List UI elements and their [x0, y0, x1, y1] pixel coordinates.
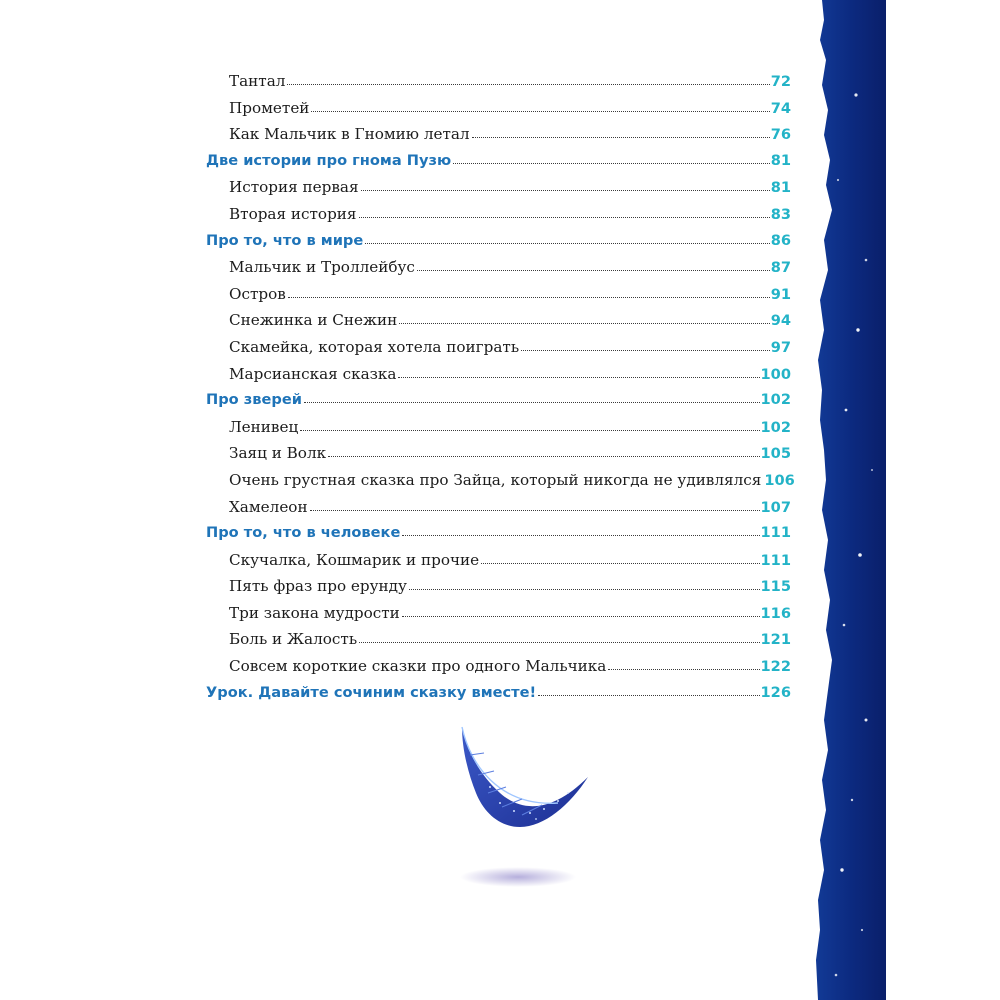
toc-title: Хамелеон: [229, 497, 308, 516]
page-number: 102: [760, 391, 791, 409]
dot-leader: [398, 376, 759, 378]
dot-leader: [399, 322, 769, 324]
dot-leader: [417, 269, 770, 271]
toc-title: Боль и Жалость: [229, 630, 358, 649]
dot-leader: [311, 110, 769, 112]
page-number: 83: [770, 205, 791, 223]
table-of-contents: [206, 72, 795, 710]
toc-title: Скамейка, которая хотела поиграть: [229, 337, 520, 356]
toc-title: Урок. Давайте сочиним сказку вместе!: [206, 683, 537, 701]
toc-title: Мальчик и Троллейбус: [229, 258, 415, 277]
toc-title: Марсианская сказка: [229, 364, 397, 383]
dot-leader: [521, 349, 770, 351]
toc-title: История первая: [229, 178, 359, 197]
toc-section[interactable]: [206, 152, 791, 179]
page-number: 107: [760, 498, 791, 516]
toc-entry[interactable]: [206, 311, 791, 338]
page-number: 91: [770, 285, 791, 303]
dot-leader: [538, 694, 759, 696]
toc-entry[interactable]: [206, 205, 791, 232]
toc-title: Как Мальчик в Гномию летал: [229, 125, 470, 144]
toc-entry[interactable]: [206, 125, 791, 152]
toc-title: Про зверей: [206, 391, 302, 409]
toc-entry[interactable]: [206, 72, 791, 99]
dot-leader: [310, 509, 760, 511]
toc-title: Очень грустная сказка про Зайца, который никогда не удивлялся: [229, 470, 762, 489]
page-number: 74: [770, 99, 791, 117]
page-number: 105: [760, 445, 791, 463]
toc-title: Три закона мудрости: [229, 603, 400, 622]
page-number: 102: [760, 418, 791, 436]
dot-leader: [304, 401, 760, 403]
toc-entry[interactable]: [206, 470, 795, 498]
page-number: 97: [770, 338, 791, 356]
page-number: 116: [760, 604, 791, 622]
dot-leader: [359, 641, 759, 643]
toc-section[interactable]: [206, 232, 791, 259]
toc-title: Остров: [229, 284, 286, 303]
toc-entry[interactable]: [206, 630, 791, 657]
page-number: 100: [760, 365, 791, 383]
dot-leader: [402, 615, 760, 617]
dot-leader: [608, 668, 759, 670]
dot-leader: [409, 588, 760, 590]
toc-entry[interactable]: [206, 657, 791, 684]
page-number: 81: [770, 151, 791, 169]
toc-title: Совсем короткие сказки про одного Мальчика: [229, 657, 607, 676]
dot-leader: [365, 242, 769, 244]
dot-leader: [472, 136, 770, 138]
toc-title: Вторая история: [229, 204, 357, 223]
dot-leader: [328, 455, 759, 457]
page-number: 76: [770, 126, 791, 144]
toc-entry[interactable]: [206, 338, 791, 365]
toc-entry[interactable]: [206, 99, 791, 126]
toc-entry[interactable]: [206, 258, 791, 285]
toc-section[interactable]: [206, 684, 791, 711]
toc-title: Скучалка, Кошмарик и прочие: [229, 550, 480, 569]
toc-section[interactable]: [206, 524, 791, 551]
toc-entry[interactable]: [206, 577, 791, 604]
toc-title: Ленивец: [229, 417, 299, 436]
toc-title: Тантал: [229, 72, 286, 90]
dot-leader: [288, 296, 770, 298]
page-number: 72: [770, 73, 791, 90]
toc-entry[interactable]: [206, 178, 791, 205]
toc-entry[interactable]: [206, 604, 791, 631]
page-number: 111: [760, 551, 791, 569]
page-number: 126: [760, 683, 791, 701]
page-number: 122: [760, 658, 791, 676]
dot-leader: [300, 429, 759, 431]
toc-title: Прометей: [229, 98, 310, 117]
dot-leader: [402, 534, 759, 536]
page-number: 94: [770, 312, 791, 330]
toc-entry[interactable]: [206, 551, 791, 578]
dot-leader: [453, 162, 770, 164]
page-number: 121: [760, 631, 791, 649]
dot-leader: [481, 562, 759, 564]
night-sky-strip: [816, 0, 886, 1000]
toc-title: Снежинка и Снежин: [229, 311, 398, 330]
toc-title: Пять фраз про ерунду: [229, 577, 407, 596]
dot-leader: [359, 216, 770, 218]
toc-entry[interactable]: [206, 365, 791, 392]
toc-title: Две истории про гнома Пузю: [206, 151, 452, 169]
page-number: 81: [770, 179, 791, 197]
dot-leader: [361, 189, 770, 191]
feather-icon: [440, 715, 610, 895]
toc-entry[interactable]: [206, 498, 791, 525]
page-number: 106: [764, 471, 795, 489]
toc-title: Про то, что в человеке: [206, 524, 401, 542]
toc-title: Заяц и Волк: [229, 444, 327, 463]
toc-entry[interactable]: [206, 418, 791, 445]
toc-section[interactable]: [206, 391, 791, 418]
page-number: 115: [760, 578, 791, 596]
toc-title: Про то, что в мире: [206, 231, 364, 249]
toc-entry[interactable]: [206, 444, 791, 471]
page-number: 111: [760, 524, 791, 542]
toc-entry[interactable]: [206, 285, 791, 312]
page-number: 87: [770, 259, 791, 277]
page-number: 86: [770, 231, 791, 249]
dot-leader: [287, 83, 769, 85]
